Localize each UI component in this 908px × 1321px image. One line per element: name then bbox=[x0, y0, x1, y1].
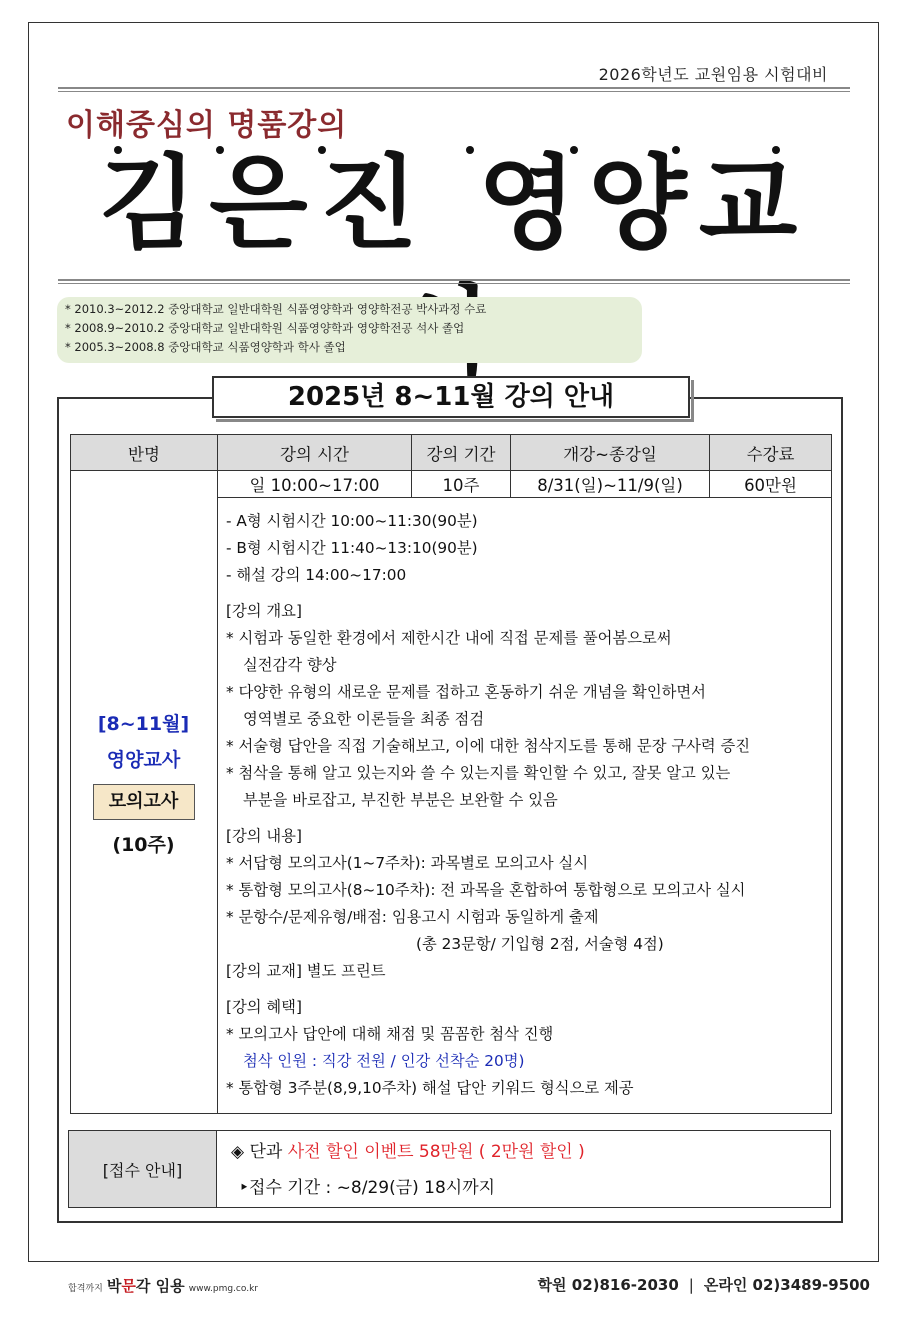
bio-line: * 2010.3~2012.2 중앙대학교 일반대학원 식품영양학과 영양학전공 박사과정 수료 bbox=[65, 302, 487, 316]
overview-item: * 서술형 답안을 직접 기술해보고, 이에 대한 첨삭지도를 통해 문장 구사력 증진 bbox=[226, 737, 751, 755]
name-rule bbox=[58, 279, 850, 281]
lecture-dates: 8/31(일)~11/9(일) bbox=[537, 476, 683, 495]
header-fee: 수강료 bbox=[710, 435, 831, 470]
lecture-time: 일 10:00~17:00 bbox=[249, 476, 380, 495]
header-time: 강의 시간 bbox=[218, 435, 411, 470]
subtitle: 이해중심의 명품강의 bbox=[66, 108, 348, 143]
overview-item: * 시험과 동일한 환경에서 제한시간 내에 직접 문제를 풀어봄으로써 bbox=[226, 629, 672, 647]
footer-contact bbox=[538, 1274, 870, 1295]
mock-exam-badge: 모의고사 bbox=[93, 784, 195, 820]
content-item: * 통합형 모의고사(8~10주차): 전 과목을 혼합하여 통합형으로 모의고사 실시 bbox=[226, 881, 746, 899]
lecture-fee: 60만원 bbox=[744, 476, 797, 495]
benefit-title: [강의 혜택] bbox=[226, 998, 302, 1016]
benefit-note: 첨삭 인원 : 직강 전원 / 인강 선착순 20명) bbox=[243, 1052, 525, 1070]
table-line bbox=[217, 434, 218, 1114]
overview-title: [강의 개요] bbox=[226, 602, 302, 620]
overview-item: * 다양한 유형의 새로운 문제를 접하고 혼동하기 쉬운 개념을 확인하면서 bbox=[226, 683, 706, 701]
top-rule-thin bbox=[58, 91, 850, 92]
content-title: [강의 내용] bbox=[226, 827, 302, 845]
class-title: 영양교사 bbox=[106, 749, 181, 771]
class-period: [8~11월] bbox=[97, 713, 190, 735]
table-line bbox=[217, 497, 832, 498]
brand-logo: 박문각 임용 bbox=[106, 1277, 185, 1295]
materials-line: [강의 교재] 별도 프린트 bbox=[226, 962, 386, 980]
content-item: * 서답형 모의고사(1~7주차): 과목별로 모의고사 실시 bbox=[226, 854, 589, 872]
class-weeks: (10주) bbox=[112, 834, 175, 856]
exam-year-label: 2026학년도 교원임용 시험대비 bbox=[598, 65, 828, 84]
overview-item-cont: 실전감각 향상 bbox=[243, 656, 337, 674]
header-dates: 개강~종강일 bbox=[511, 435, 709, 470]
class-name-cell bbox=[70, 706, 217, 860]
section-title: 2025년 8~11월 강의 안내 bbox=[212, 376, 690, 418]
lecture-period: 10주 bbox=[442, 476, 480, 495]
bio-line: * 2008.9~2010.2 중앙대학교 일반대학원 식품영양학과 영양학전공 석사 졸업 bbox=[65, 321, 465, 335]
header-class: 반명 bbox=[71, 435, 217, 470]
schedule-line: - 해설 강의 14:00~17:00 bbox=[226, 566, 407, 584]
name-rule-thin bbox=[58, 283, 850, 284]
overview-item: * 첨삭을 통해 알고 있는지와 쓸 수 있는지를 확인할 수 있고, 잘못 알고 있는 bbox=[226, 764, 731, 782]
registration-event bbox=[231, 1139, 585, 1165]
registration-box bbox=[68, 1130, 831, 1208]
overview-item-cont: 부분을 바로잡고, 부진한 부분은 보완할 수 있음 bbox=[243, 791, 558, 809]
benefit-item: * 모의고사 답안에 대해 채점 및 꼼꼼한 첨삭 진행 bbox=[226, 1025, 554, 1043]
footer-brand bbox=[68, 1275, 258, 1296]
schedule-line: - A형 시험시간 10:00~11:30(90분) bbox=[226, 512, 478, 530]
contact-separator: | bbox=[688, 1276, 694, 1294]
brand-tagline: 합격까지 bbox=[68, 1284, 103, 1294]
header-period: 강의 기간 bbox=[412, 435, 510, 470]
content-item: * 문항수/문제유형/배점: 임용고시 시험과 동일하게 출제 bbox=[226, 908, 599, 926]
event-highlight: 사전 할인 이벤트 58만원 ( 2만원 할인 ) bbox=[287, 1142, 585, 1162]
benefit-item: * 통합형 3주분(8,9,10주차) 해설 답안 키워드 형식으로 제공 bbox=[226, 1079, 634, 1097]
lecture-details bbox=[226, 508, 826, 1102]
event-prefix: ◈ 단과 bbox=[231, 1142, 288, 1162]
bio-box bbox=[57, 297, 642, 363]
schedule-line: - B형 시험시간 11:40~13:10(90분) bbox=[226, 539, 478, 557]
brand-url: www.pmg.co.kr bbox=[188, 1284, 259, 1294]
online-phone: 온라인 02)3489-9500 bbox=[703, 1276, 870, 1294]
overview-item-cont: 영역별로 중요한 이론들을 최종 점검 bbox=[243, 710, 485, 728]
content-note: (총 23문항/ 기입형 2점, 서술형 4점) bbox=[416, 935, 664, 953]
bio-line: * 2005.3~2008.8 중앙대학교 식품영양학과 학사 졸업 bbox=[65, 340, 346, 354]
registration-label: [접수 안내] bbox=[69, 1131, 217, 1207]
top-rule bbox=[58, 87, 850, 89]
registration-period: ‣접수 기간 : ~8/29(금) 18시까지 bbox=[239, 1178, 496, 1198]
instructor-name: 김은진 영양교 bbox=[98, 145, 810, 264]
academy-phone: 학원 02)816-2030 bbox=[537, 1276, 679, 1294]
